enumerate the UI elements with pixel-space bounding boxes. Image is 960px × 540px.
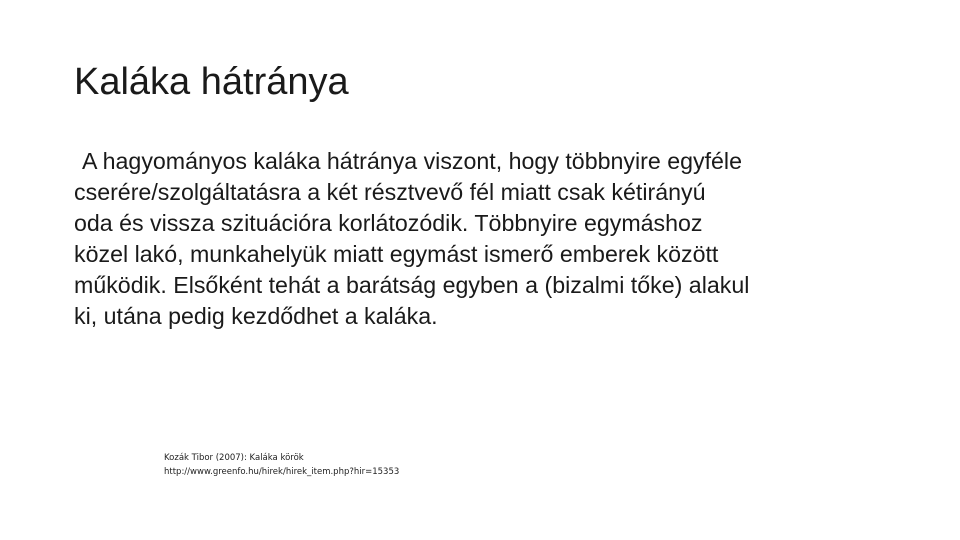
- body-line: működik. Elsőként tehát a barátság egyben a (bizalmi tőke) alakul: [74, 272, 750, 298]
- slide-body-text: [74, 146, 904, 332]
- citation-url: http://www.greenfo.hu/hirek/hirek_item.php?hir=15353: [164, 467, 400, 477]
- slide-title: Kaláka hátránya: [74, 61, 349, 103]
- citation-author: Kozák Tibor (2007): Kaláka körök: [164, 453, 304, 463]
- body-line: cserére/szolgáltatásra a két résztvevő fél miatt csak kétirányú: [74, 179, 706, 205]
- body-line: közel lakó, munkahelyük miatt egymást ismerő emberek között: [74, 241, 719, 267]
- body-line: A hagyományos kaláka hátránya viszont, hogy többnyire egyféle: [82, 148, 742, 174]
- citation: [164, 451, 399, 479]
- body-line: oda és vissza szituációra korlátozódik. Többnyire egymáshoz: [74, 210, 703, 236]
- body-line: ki, utána pedig kezdődhet a kaláka.: [74, 303, 438, 329]
